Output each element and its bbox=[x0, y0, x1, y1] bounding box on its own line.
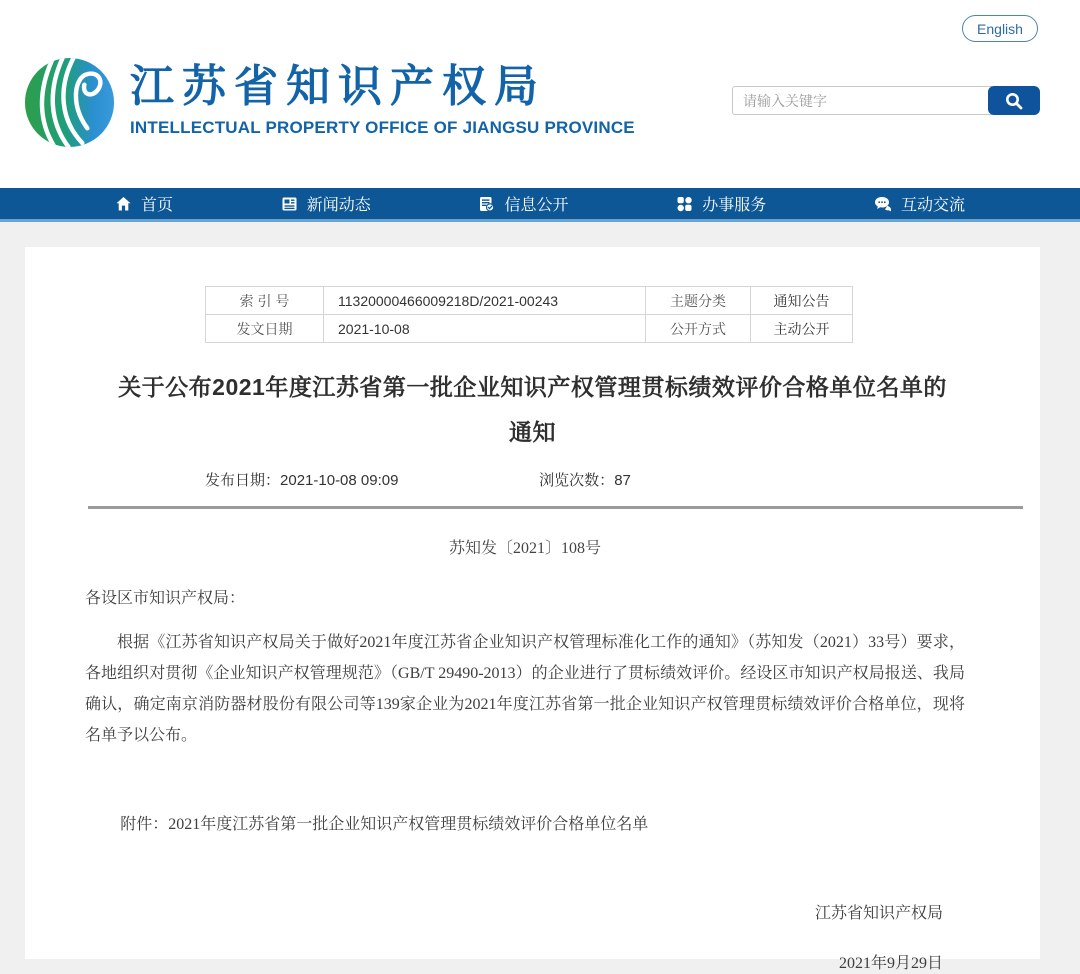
home-icon bbox=[115, 196, 132, 212]
news-icon bbox=[281, 196, 298, 212]
meta-openness-label: 公开方式 bbox=[646, 315, 751, 343]
document-card bbox=[25, 247, 1040, 972]
info-disclosure-icon bbox=[478, 196, 495, 212]
document-body bbox=[25, 535, 1040, 973]
nav-label: 办事服务 bbox=[702, 197, 767, 214]
publish-info-row bbox=[205, 469, 1040, 490]
site-title: 江苏省知识产权局 bbox=[130, 62, 546, 111]
meta-date-label: 发文日期 bbox=[206, 315, 324, 343]
nav-label: 首页 bbox=[141, 197, 174, 214]
signature-date: 2021年9月29日 bbox=[838, 954, 943, 972]
meta-index-label: 索 引 号 bbox=[206, 287, 324, 315]
page-title-line1: 关于公布2021年度江苏省第一批企业知识产权管理贯标绩效评价合格单位名单的 bbox=[118, 374, 947, 400]
site-subtitle: INTELLECTUAL PROPERTY OFFICE OF JIANGSU PROVINCE bbox=[130, 117, 635, 137]
site-logo bbox=[22, 55, 117, 150]
page-title-line2: 通知 bbox=[509, 418, 556, 445]
search-input[interactable] bbox=[732, 86, 992, 115]
table-row bbox=[206, 315, 853, 343]
attachment-line: 附件：2021年度江苏省第一批企业知识产权管理贯标绩效评价合格单位名单 bbox=[120, 815, 649, 833]
meta-category-label: 主题分类 bbox=[646, 287, 751, 315]
main-navigation bbox=[0, 188, 1080, 222]
services-grid-icon bbox=[676, 196, 693, 212]
nav-item-services[interactable] bbox=[676, 192, 766, 215]
publish-date: 发布日期：2021-10-08 09:09 bbox=[205, 471, 399, 489]
title-divider bbox=[88, 506, 1023, 509]
signature-organization: 江苏省知识产权局 bbox=[814, 904, 943, 922]
nav-item-info-disclosure[interactable] bbox=[478, 192, 568, 215]
document-number: 苏知发〔2021〕108号 bbox=[448, 539, 601, 557]
meta-category-value: 通知公告 bbox=[751, 287, 853, 315]
search-button[interactable] bbox=[988, 86, 1040, 115]
salutation: 各设区市知识产权局： bbox=[85, 589, 246, 607]
view-count: 浏览次数：87 bbox=[539, 471, 631, 489]
nav-item-home[interactable] bbox=[115, 192, 173, 215]
body-paragraph: 根据《江苏省知识产权局关于做好2021年度江苏省企业知识产权管理标准化工作的通知》（苏知发（2021）33号）要求，各地组织对贯彻《企业知识产权管理规范》（GB/T 29490-2013）的企业进行了贯标绩效评价。经设区市知识产权局报送、我局确认，确定南京消防器材股份有限公司等139家企业为2021年度江苏省第一批企业知识产权管理贯标绩效评价合格单位，现将名单予以公布。 bbox=[85, 633, 965, 744]
chat-icon bbox=[874, 196, 892, 212]
nav-label: 信息公开 bbox=[504, 197, 569, 214]
meta-openness-value: 主动公开 bbox=[751, 315, 853, 343]
document-meta-table bbox=[205, 286, 853, 343]
meta-index-value: 11320000466009218D/2021-00243 bbox=[324, 287, 646, 315]
nav-label: 互动交流 bbox=[900, 197, 965, 214]
nav-item-interaction[interactable] bbox=[874, 192, 965, 215]
search-bar bbox=[732, 86, 1040, 115]
page-title bbox=[25, 365, 1040, 455]
table-row bbox=[206, 287, 853, 315]
site-header bbox=[0, 0, 1080, 188]
meta-date-value: 2021-10-08 bbox=[324, 315, 646, 343]
english-language-button[interactable]: English bbox=[962, 15, 1038, 42]
search-icon bbox=[1004, 91, 1024, 111]
content-background bbox=[0, 222, 1080, 972]
nav-item-news[interactable] bbox=[281, 192, 371, 215]
nav-label: 新闻动态 bbox=[306, 197, 371, 214]
brand-block bbox=[130, 62, 635, 138]
